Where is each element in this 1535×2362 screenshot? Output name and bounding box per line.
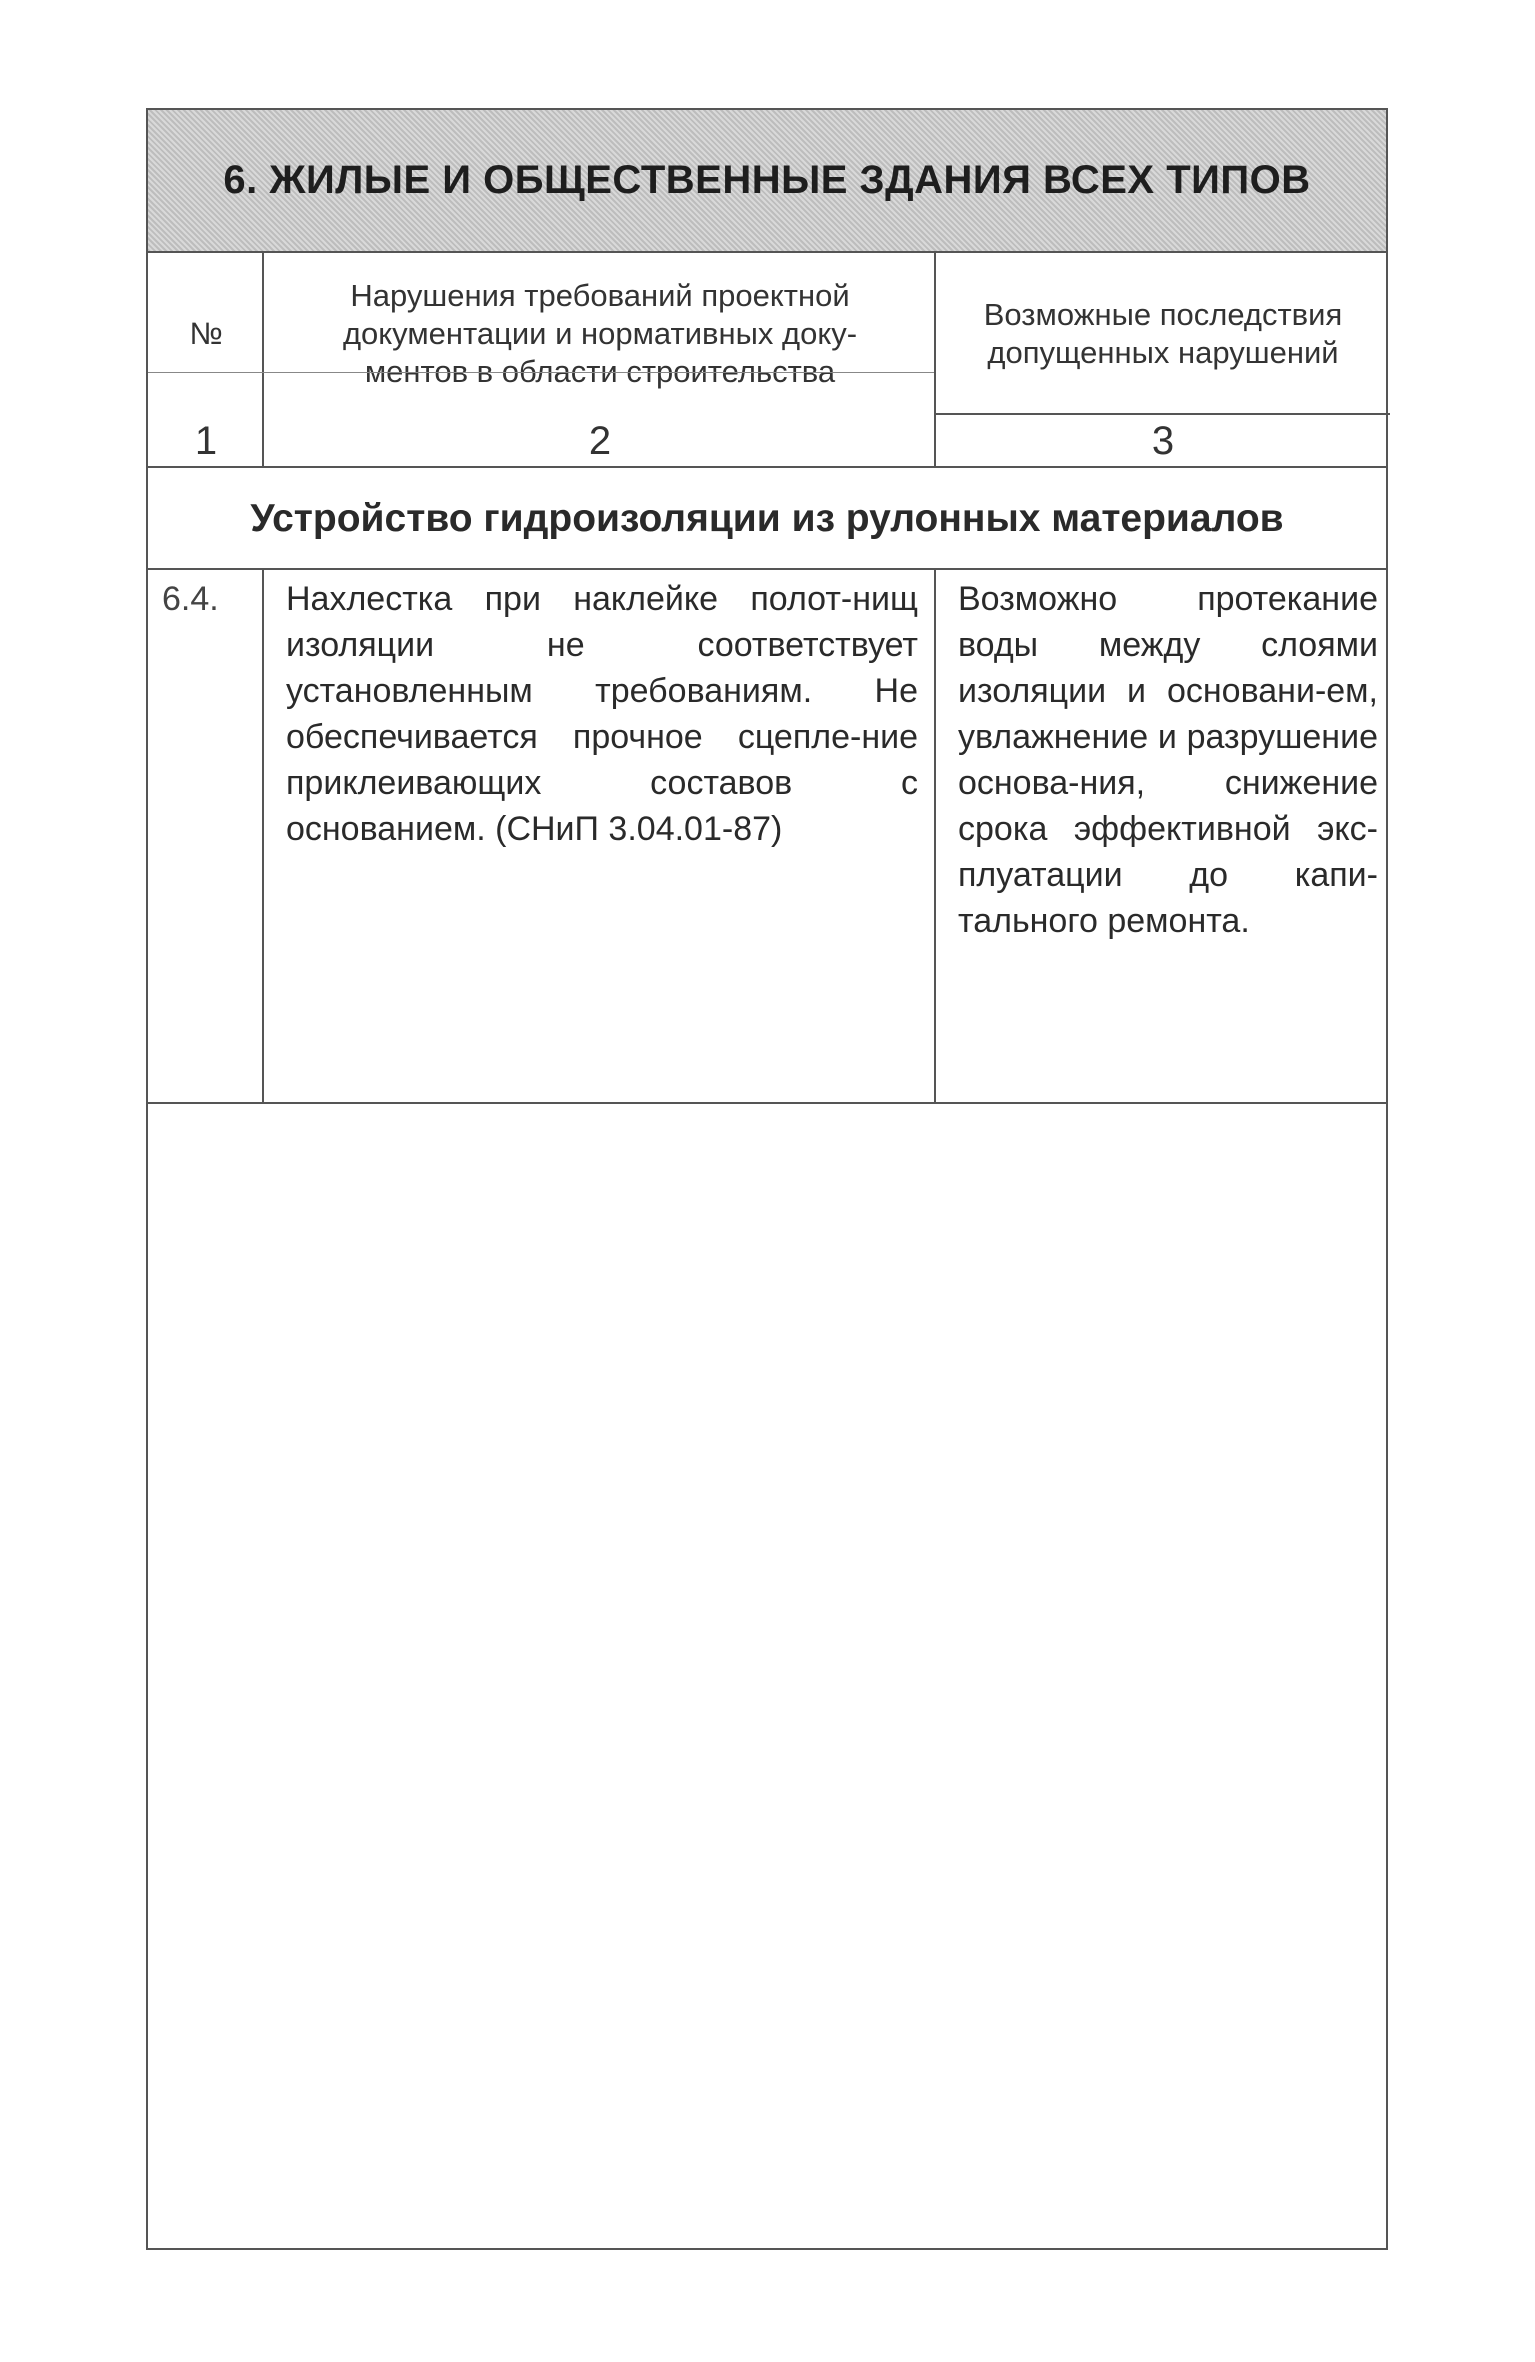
divider xyxy=(262,253,264,468)
divider xyxy=(148,568,1386,570)
section-header xyxy=(148,110,1386,253)
column-number-1-label: 1 xyxy=(194,419,218,463)
divider xyxy=(148,1102,1386,1104)
divider xyxy=(262,570,264,1102)
column-header-violation-label: Нарушения требований проектной документации и нормативных доку-ментов в области строительства xyxy=(342,278,858,389)
row-number: 6.4. xyxy=(162,580,219,618)
column-number-3-label: 3 xyxy=(1151,419,1175,463)
subsection-heading xyxy=(148,468,1386,570)
divider xyxy=(934,570,936,1102)
column-number-2 xyxy=(264,415,936,468)
divider xyxy=(934,253,936,468)
document-table xyxy=(146,108,1388,2250)
column-header-violation xyxy=(264,253,936,415)
column-number-3 xyxy=(936,415,1390,468)
column-header-consequence xyxy=(936,253,1390,415)
subsection-title: Устройство гидроизоляции из рулонных материалов xyxy=(250,497,1284,540)
row-consequence-text: Возможно протекание воды между слоями изоляции и основани-ем, увлажнение и разрушение основа-ния, снижение срока эффективной экс-плуатации до капи-тального ремонта. xyxy=(958,580,1378,940)
column-header-number xyxy=(148,253,264,415)
divider xyxy=(148,466,1386,468)
column-number-2-label: 2 xyxy=(588,419,612,463)
divider xyxy=(148,372,934,373)
section-title: 6. ЖИЛЫЕ И ОБЩЕСТВЕННЫЕ ЗДАНИЯ ВСЕХ ТИПОВ xyxy=(223,158,1311,202)
divider xyxy=(934,413,1390,415)
column-number-1 xyxy=(148,415,264,468)
row-violation-text: Нахлестка при наклейке полот-нищ изоляции не соответствует установленным требованиям. Не обеспечивается прочное сцепле-ние приклеивающих составов с основанием. (СНиП 3.04.01-87) xyxy=(286,580,918,848)
column-header-consequence-label: Возможные последствия допущенных нарушений xyxy=(983,297,1343,370)
column-header-number-label: № xyxy=(189,316,223,351)
